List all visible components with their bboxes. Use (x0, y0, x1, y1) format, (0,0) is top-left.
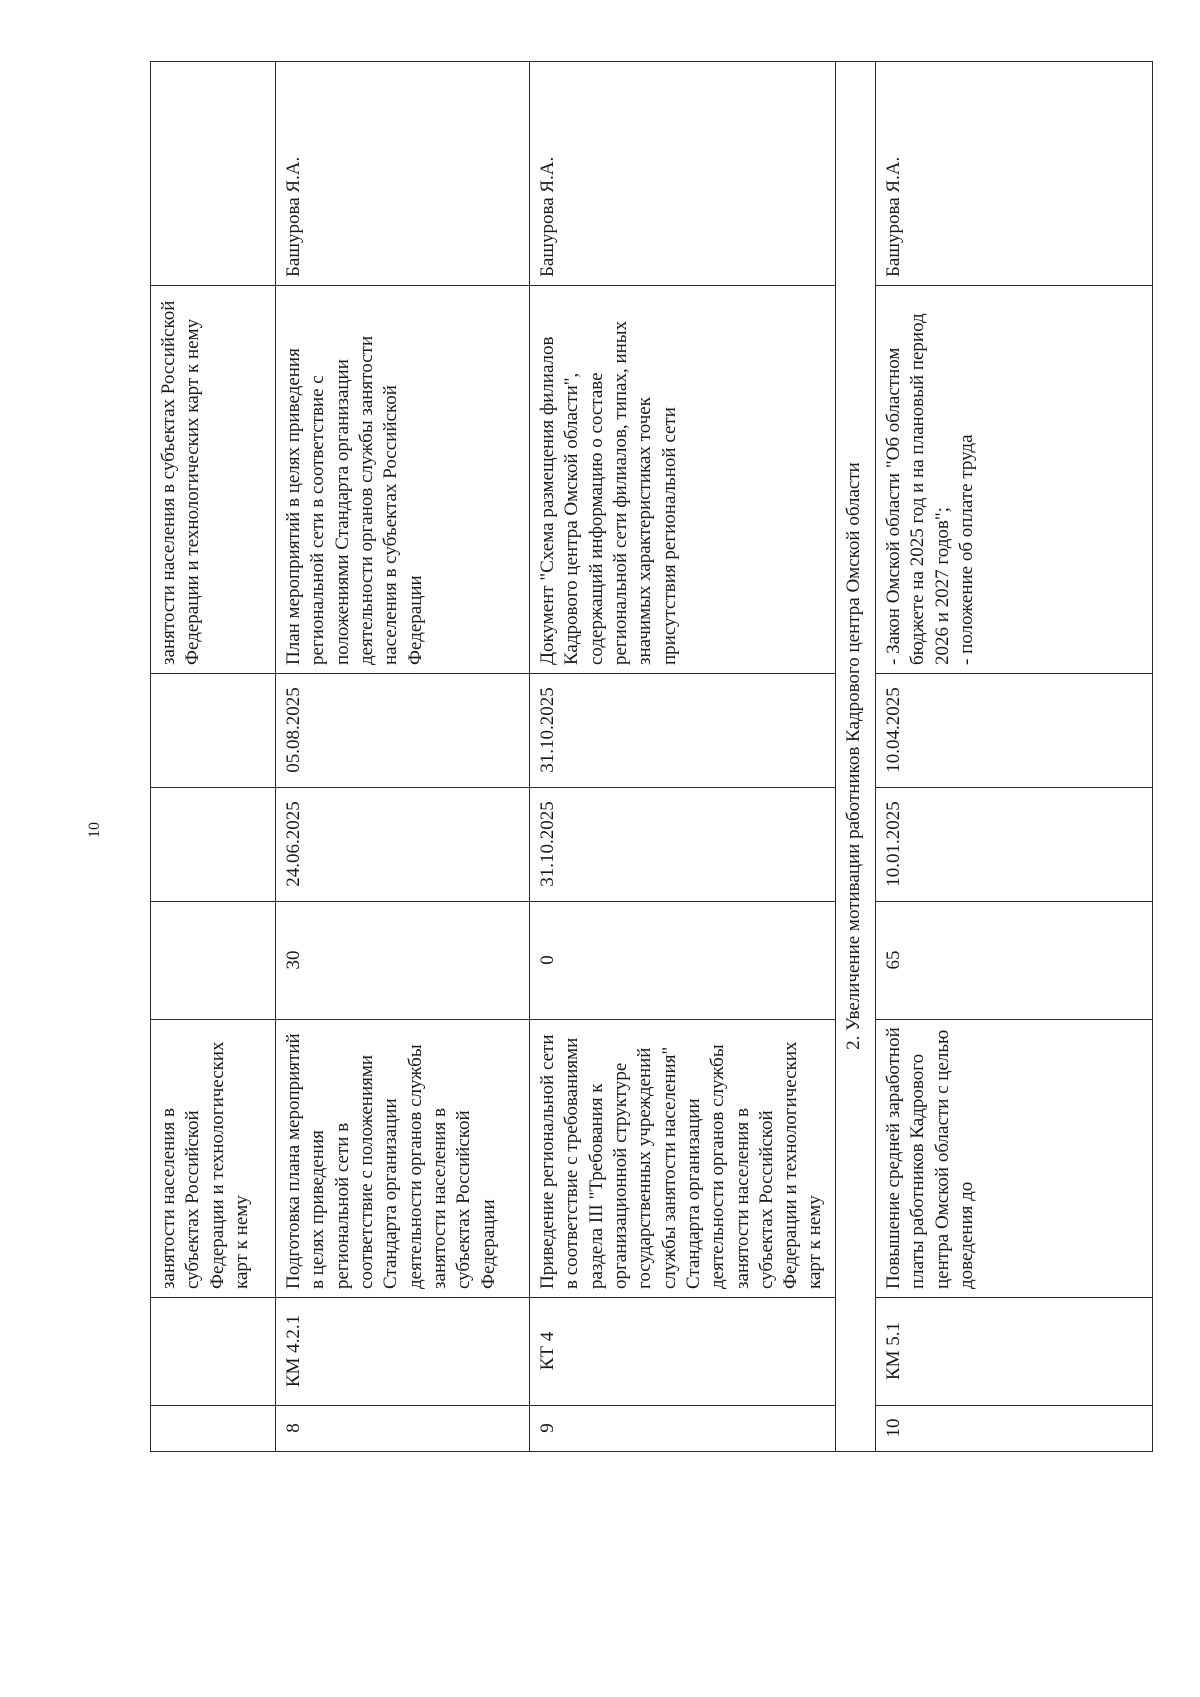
cell-start-date (151, 788, 276, 902)
cell-percent: 65 (876, 902, 1153, 1020)
cell-end-date: 05.08.2025 (276, 674, 530, 788)
cell-num: 9 (530, 1406, 836, 1452)
cell-end-date: 31.10.2025 (530, 674, 836, 788)
cell-start-date: 31.10.2025 (530, 788, 836, 902)
measures-table (150, 61, 1153, 1452)
result-line: - Закон Омской области "Об областном бюджете на 2025 год и на плановый период 2026 и 2027 годов"; (883, 313, 953, 665)
cell-result: План мероприятий в целях приведения региональной сети в соответствие с положениями Стандарта организации деятельности органов службы занятости населения в субъектах Российской Федерации (276, 286, 530, 674)
cell-result: Документ "Схема размещения филиалов Кадрового центра Омской области", содержащий информацию о составе региональной сети филиалов, типах, иных значимых характеристиках точек присутствия региональной сети (530, 286, 836, 674)
cell-num: 8 (276, 1406, 530, 1452)
cell-percent: 0 (530, 902, 836, 1020)
table-row (530, 62, 836, 1452)
cell-name: Подготовка плана мероприятий в целях приведения региональной сети в соответствие с положениями Стандарта организации деятельности органов службы занятости населения в субъектах Российской Федерации (276, 1020, 530, 1298)
cell-end-date (151, 674, 276, 788)
cell-code (151, 1298, 276, 1406)
rotated-table-wrapper (150, 62, 1152, 1452)
cell-end-date: 10.04.2025 (876, 674, 1153, 788)
cell-responsible: Башурова Я.А. (530, 62, 836, 286)
cell-num: 10 (876, 1406, 1153, 1452)
cell-percent (151, 902, 276, 1020)
cell-code: КМ 4.2.1 (276, 1298, 530, 1406)
result-line: - положение об оплате труда (955, 434, 977, 665)
cell-responsible (151, 62, 276, 286)
cell-code: КМ 5.1 (876, 1298, 1153, 1406)
table-row (276, 62, 530, 1452)
section-row (836, 62, 876, 1452)
cell-num (151, 1406, 276, 1452)
cell-responsible: Башурова Я.А. (876, 62, 1153, 286)
cell-percent: 30 (276, 902, 530, 1020)
page-number: 10 (86, 822, 103, 838)
cell-code: КТ 4 (530, 1298, 836, 1406)
cell-start-date: 10.01.2025 (876, 788, 1153, 902)
cell-result (876, 286, 1153, 674)
section-heading: 2. Увеличение мотивации работников Кадрового центра Омской области (836, 62, 876, 1452)
cell-start-date: 24.06.2025 (276, 788, 530, 902)
table-row (876, 62, 1153, 1452)
cell-name: Повышение средней заработной платы работников Кадрового центра Омской области с целью доведения до (876, 1020, 1153, 1298)
cell-responsible: Башурова Я.А. (276, 62, 530, 286)
cell-name: Приведение региональной сети в соответствие с требованиями раздела III "Требования к организационной структуре государственных учреждений службы занятости населения" Стандарта организации деятельности органов службы занятости населения в субъектах Российской Федерации и технологических карт к нему (530, 1020, 836, 1298)
table-row-continuation (151, 62, 276, 1452)
cell-name: занятости населения в субъектах Российской Федерации и технологических карт к нему (151, 1020, 276, 1298)
cell-result: занятости населения в субъектах Российской Федерации и технологических карт к нему (151, 286, 276, 674)
